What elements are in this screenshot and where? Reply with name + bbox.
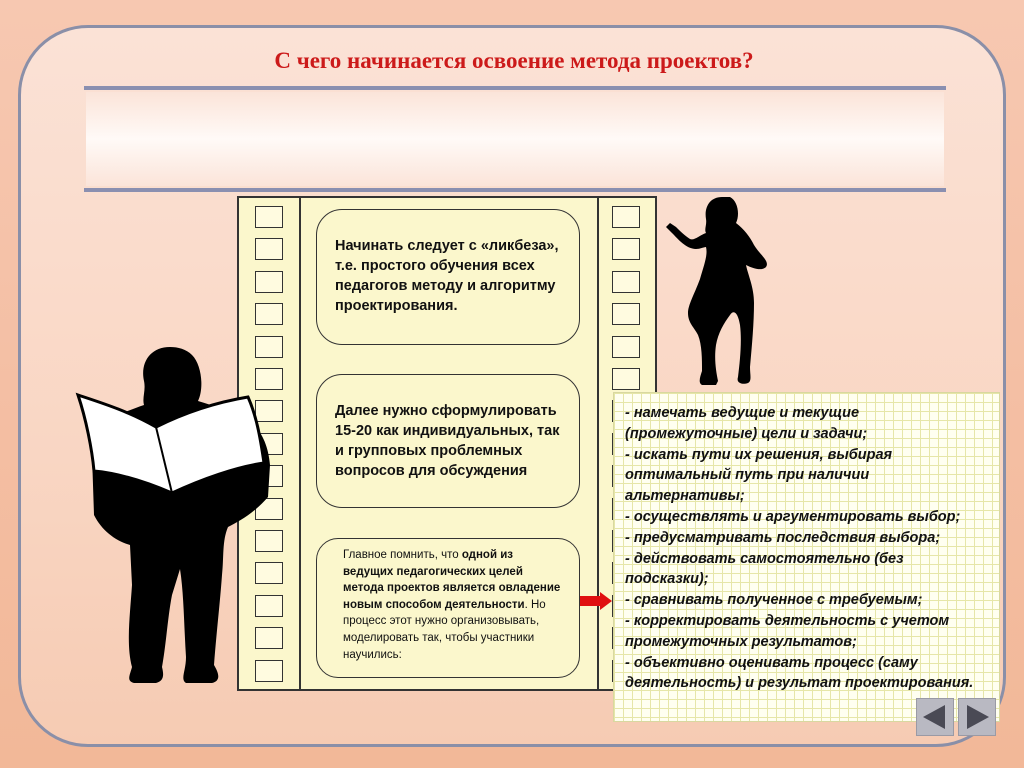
triangle-left-icon <box>917 699 953 735</box>
film-hole <box>255 303 283 325</box>
film-hole <box>612 368 640 390</box>
next-slide-button[interactable] <box>958 698 996 736</box>
film-hole <box>612 271 640 293</box>
header-band <box>86 92 944 186</box>
list-item: - действовать самостоятельно (без подсказки); <box>625 550 904 588</box>
list-item: - осуществлять и аргументировать выбор; <box>625 508 961 525</box>
title-divider-bottom <box>84 188 946 192</box>
card-step-one <box>316 209 580 345</box>
film-hole <box>255 206 283 228</box>
skills-list <box>613 392 1000 722</box>
card-main-goal-text-2: . Но процесс этот нужно организовывать, моделировать так, чтобы участники научились: <box>343 598 546 661</box>
list-item: - предусматривать последствия выбора; <box>625 529 941 546</box>
arrow-right-icon <box>580 592 612 610</box>
card-main-goal-bold: одной из ведущих педагогических целей метода проектов является овладение новым способом деятельности <box>343 549 561 611</box>
prev-slide-button[interactable] <box>916 698 954 736</box>
woman-silhouette-icon <box>664 195 774 390</box>
card-main-goal-text-1: Главное помнить, что <box>343 549 462 561</box>
list-item: - сравнивать полученное с требуемым; <box>625 592 923 609</box>
title-divider-top <box>84 86 946 90</box>
card-step-one-text: Начинать следует с «ликбеза», т.е. простого обучения всех педагогов методу и алгоритму проектирования. <box>335 238 559 314</box>
card-step-two-text: Далее нужно сформулировать 15-20 как индивидуальных, так и групповых проблемных вопросов для обсуждения <box>335 403 560 479</box>
card-main-goal <box>316 538 580 678</box>
film-hole <box>255 238 283 260</box>
film-hole <box>255 271 283 293</box>
slide-title: С чего начинается освоение метода проектов? <box>274 48 754 73</box>
card-step-two <box>316 374 580 508</box>
triangle-right-icon <box>959 699 995 735</box>
list-item: - корректировать деятельность с учетом промежуточных результатов; <box>625 612 950 650</box>
film-hole <box>612 206 640 228</box>
film-hole <box>612 336 640 358</box>
film-hole <box>612 238 640 260</box>
man-reading-silhouette-icon <box>72 345 277 690</box>
list-item: - искать пути их решения, выбирая оптимальный путь при наличии альтернативы; <box>625 446 893 505</box>
list-item: - объективно оценивать процесс (саму деятельность) и результат проектирования. <box>625 654 974 692</box>
list-item: - намечать ведущие и текущие (промежуточные) цели и задачи; <box>625 405 868 442</box>
film-hole <box>612 303 640 325</box>
